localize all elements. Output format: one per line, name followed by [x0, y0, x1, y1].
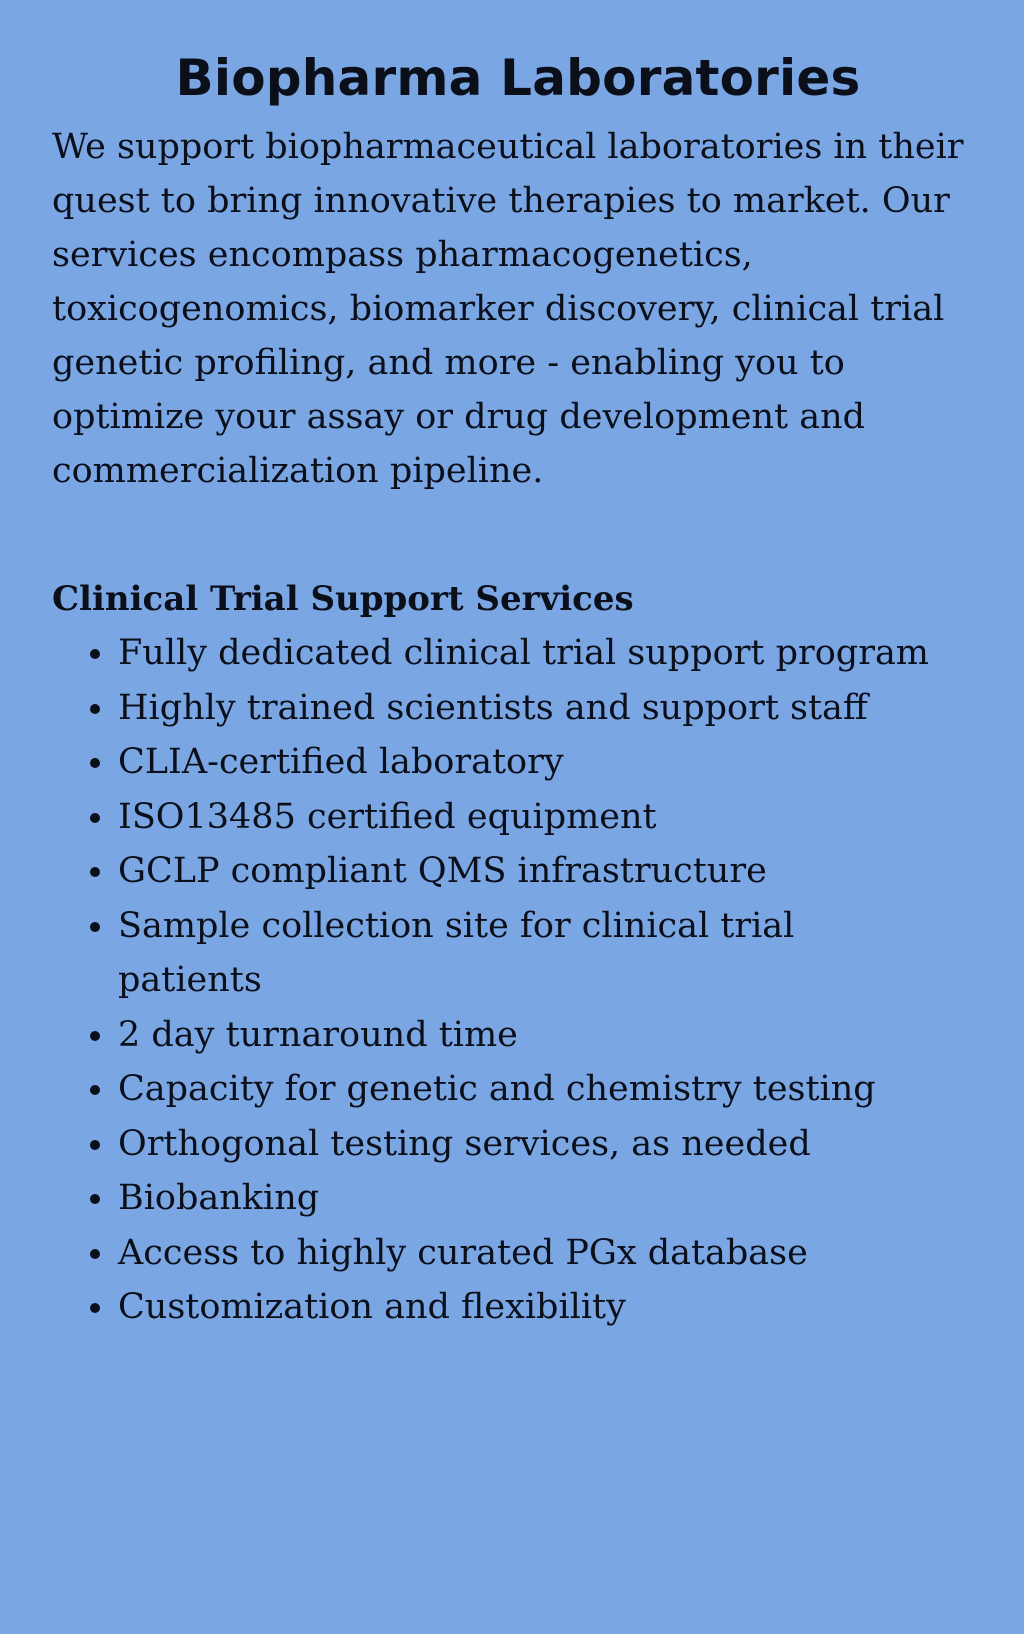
list-item: Fully dedicated clinical trial support program: [52, 626, 938, 681]
list-item: Access to highly curated PGx database: [52, 1226, 938, 1281]
list-item: Highly trained scientists and support staff: [52, 681, 938, 736]
list-item: GCLP compliant QMS infrastructure: [52, 844, 938, 899]
list-item: ISO13485 certified equipment: [52, 790, 938, 845]
services-list: [52, 626, 984, 1335]
page-title: Biopharma Laboratories: [175, 49, 861, 107]
list-item: 2 day turnaround time: [52, 1008, 938, 1063]
list-item: CLIA-certified laboratory: [52, 735, 938, 790]
list-item: Customization and flexibility: [52, 1280, 938, 1335]
section-heading: Clinical Trial Support Services: [52, 579, 634, 619]
list-item: Capacity for genetic and chemistry testing: [52, 1062, 938, 1117]
intro-paragraph: We support biopharmaceutical laboratories in their quest to bring innovative therapies to market. Our services encompass pharmacogenetics, toxicogenomics, biomarker discovery, clinical trial genetic profiling, and more - enabling you to optimize your assay or drug development and commercialization pipeline.: [52, 127, 964, 491]
list-item: Biobanking: [52, 1171, 938, 1226]
list-item: Orthogonal testing services, as needed: [52, 1117, 938, 1172]
list-item: Sample collection site for clinical trial patients: [52, 899, 938, 1008]
